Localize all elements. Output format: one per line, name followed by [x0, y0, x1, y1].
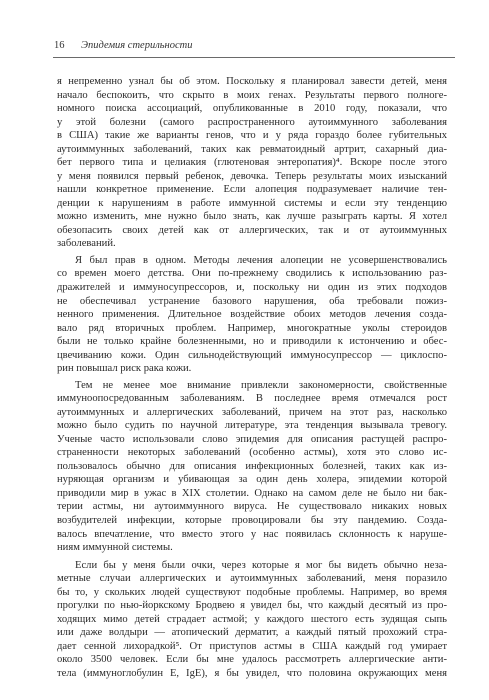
text-line: у этой болезни (самого распространенного аутоиммунного заболевания [57, 116, 447, 128]
body-text [57, 75, 447, 684]
text-line: можно изменить, мне нужно было знать, как лучше разыграть карты. Я хотел [57, 211, 447, 223]
text-line: приводили мир в ужас в XIX столетии. Однако на самом деле не было ни бак- [57, 487, 447, 499]
text-line: я непременно узнал бы об этом. Поскольку я планировал завести детей, меня [57, 76, 447, 87]
text-line: ходящих мимо детей страдает астмой; у каждого шестого есть зудящая сыпь [57, 613, 447, 625]
text-line: пользовалось обычно для описания инфекционных болезней, таких как из- [57, 460, 447, 472]
text-line: нуряющая организм и убивающая за один день холера, эпидемии которой [57, 474, 447, 486]
text-line: валось впечатление, что вместо этого у нас появилась склонность к наруше- [57, 528, 447, 540]
text-line: у меня появился первый ребенок, девочка. Теперь результаты моих изысканий [57, 170, 447, 182]
text-line: прогулки по нью-йоркскому Бродвею я увидел бы, что каждый десятый из про- [57, 600, 447, 612]
text-line: бет первого типа и целиакия (глютеновая энтеропатия)⁴. Вскоре после этого [57, 157, 447, 169]
text-line: Ученые часто использовали слово эпидемия для описания растущей распро- [57, 433, 447, 445]
paragraph-1 [57, 75, 447, 251]
text-line: со времен моего детства. Они по-прежнему сводились к использованию раз- [57, 268, 447, 280]
text-line: или даже волдыри — атопический дерматит, а каждый пятый прохожий стра- [57, 627, 447, 639]
text-line: Я был прав в одном. Методы лечения алопеции не усовершенствовались [75, 254, 447, 266]
text-line: тела (иммуноглобулин Е, IgE), я бы увидел, что половина окружающих меня [57, 667, 447, 679]
text-line: ненного применения. Длительное воздействие обоих методов лечения созда- [57, 309, 447, 321]
text-line: в США) такие же варианты генов, что и у ряда гораздо более губительных [57, 130, 447, 142]
text-line: метные случаи аллергических и аутоиммунных заболеваний, меня поразило [57, 573, 447, 585]
text-line: номного поиска ассоциаций, опубликованные в 2010 году, показали, что [57, 103, 447, 115]
text-line: ниям иммунной системы. [57, 542, 173, 554]
text-line: терии астмы, ни аутоиммунного вируса. Не существовало никаких новых [57, 501, 447, 513]
text-line: аутоиммунных и аллергических заболеваний, причем на этот раз, насколько [57, 406, 447, 418]
text-line: страненности некоторых заболеваний (особенно астмы), хотя это слово ис- [57, 447, 447, 459]
paragraph-3 [57, 379, 447, 555]
text-line: Тем не менее мое внимание привлекли закономерности, свойственные [75, 379, 447, 391]
text-line: бы то, у скольких людей существуют подобные проблемы. Например, во время [57, 586, 447, 598]
paragraph-2 [57, 254, 447, 376]
running-title: Эпидемия стерильности [81, 40, 193, 51]
paragraph-4 [57, 559, 447, 681]
text-line: обезопасить своих детей как от аллергических, так и от аутоиммунных [57, 224, 447, 236]
text-line: дражителей и иммуносупрессоров, и, поскольку ни один из этих подходов [57, 281, 447, 293]
text-line: возбудителей инфекции, которые провоцировали бы эту пандемию. Созда- [57, 515, 447, 526]
text-line: начало беспокоить, что скрыто в моих генах. Результаты первого полноге- [57, 89, 447, 101]
text-line: заболеваний. [57, 238, 116, 250]
text-line: не обеспечивал устранение базового нарушения, оба требовали пожиз- [57, 295, 447, 307]
text-line: аутоиммунных заболеваний, таких как ревматоидный артрит, сахарный диа- [57, 143, 447, 155]
text-line: нашли конкретное применение. Если алопеция подразумевает наличие тен- [57, 184, 447, 196]
header-rule [53, 57, 455, 58]
text-line: Если бы у меня были очки, через которые я мог бы видеть обычно неза- [75, 559, 447, 571]
text-line: вало ряд вторичных проблем. Например, многократные уколы стероидов [57, 322, 447, 334]
page-number: 16 [54, 40, 65, 51]
text-line: денции к нарушениям в работе иммунной системы и если эту тенденцию [57, 197, 447, 209]
text-line: дает сенной лихорадкой⁵. От приступов астмы в США каждый год умирает [57, 640, 447, 652]
running-header [54, 40, 193, 51]
text-line: иммуноопосредованным заболеваниям. В последнее время отмечался рост [57, 393, 447, 405]
text-line: можно было судить по научной литературе, эта тенденция вызывала тревогу. [57, 420, 447, 432]
text-line: цвечиванию кожи. Один сильнодействующий иммуносупрессор — циклоспо- [57, 349, 447, 361]
text-line: рин повышал риск рака кожи. [57, 363, 192, 375]
text-line: около 3500 человек. Если бы мне удалось рассмотреть аллергические анти- [57, 654, 447, 666]
text-line: были не только крайне болезненными, но и приводили к истончению и обес- [57, 336, 447, 348]
